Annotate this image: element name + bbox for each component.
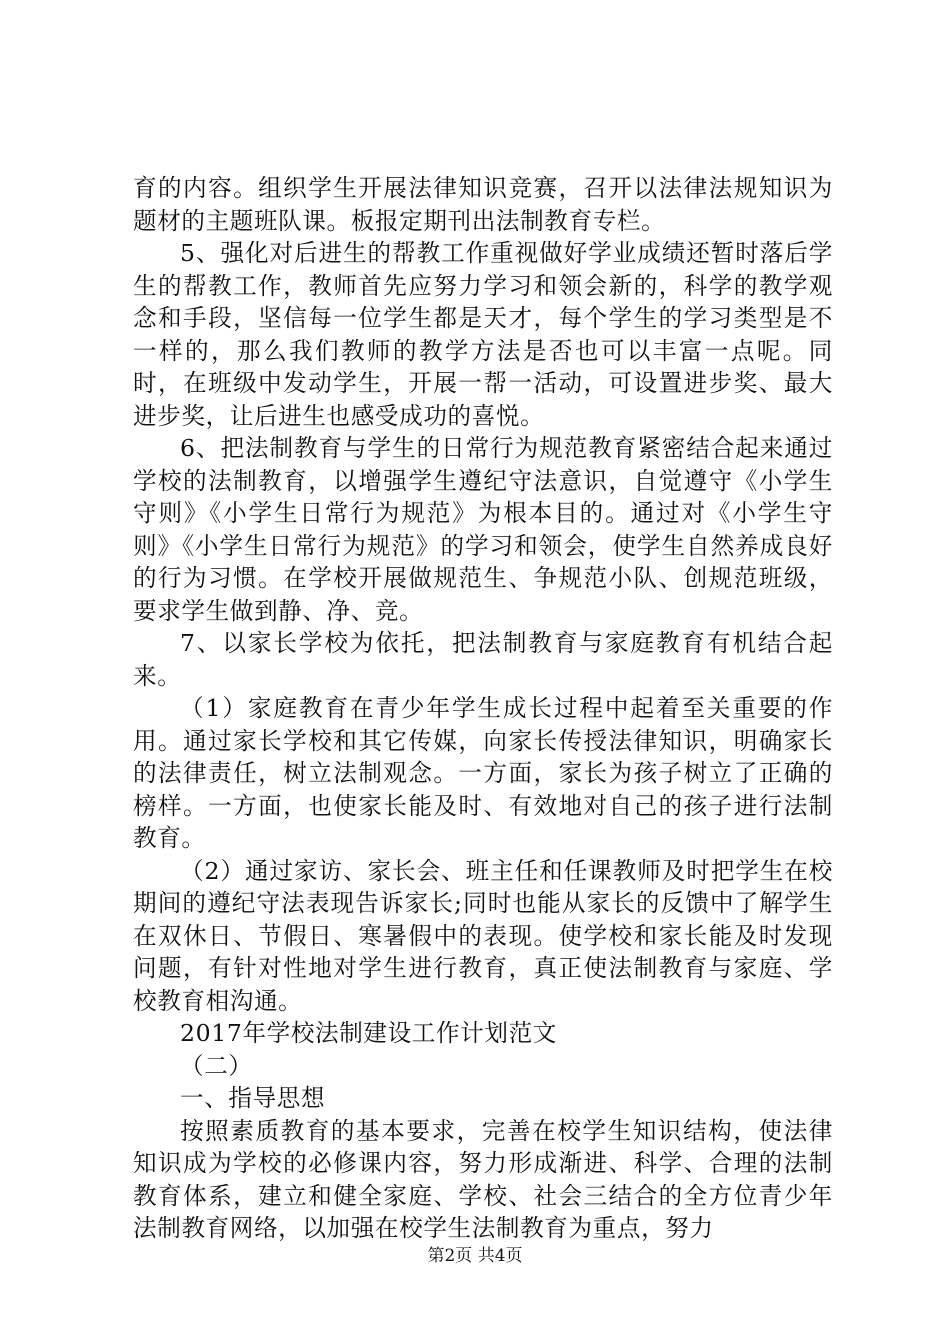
document-body (133, 172, 833, 1245)
paragraph-subitem-2: （2）通过家访、家长会、班主任和任课教师及时把学生在校期间的遵纪守法表现告诉家长;同时也能从家长的反馈中了解学生在双休日、节假日、寒暑假中的表现。使学校和家长能及时发现问题，有针对性地对学生进行教育，真正使法制教育与家庭、学校教育相沟通。 (133, 856, 833, 1015)
section-heading-guiding-ideology: 一、指导思想 (180, 1084, 326, 1112)
paragraph-guiding-ideology: 按照素质教育的基本要求，完善在校学生知识结构，使法律知识成为学校的必修课内容，努力形成渐进、科学、合理的法制教育体系，建立和健全家庭、学校、社会三结合的全方位青少年法制教育网络，以加强在校学生法制教育为重点，努力 (133, 1116, 833, 1242)
paragraph-subitem-1: （1）家庭教育在青少年学生成长过程中起着至关重要的作用。通过家长学校和其它传媒，向家长传授法律知识，明确家长的法律责任，树立法制观念。一方面，家长为孩子树立了正确的榜样。一方面，也使家长能及时、有效地对自己的孩子进行法制教育。 (133, 694, 833, 852)
paragraph-item-7: 7、以家长学校为依托，把法制教育与家庭教育有机结合起来。 (133, 629, 833, 690)
section-title: 2017年学校法制建设工作计划范文 (180, 1019, 557, 1047)
paragraph-item-5: 5、强化对后进生的帮教工作重视做好学业成绩还暂时落后学生的帮教工作，教师首先应努力学习和领会新的，科学的教学观念和手段，坚信每一位学生都是天才，每个学生的学习类型是不一样的，那么我们教师的教学方法是否也可以丰富一点呢。同时，在班级中发动学生，开展一帮一活动，可设置进步奖、最大进步奖，让后进生也感受成功的喜悦。 (133, 239, 833, 430)
section-number: （二） (180, 1051, 253, 1080)
paragraph-continuation: 育的内容。组织学生开展法律知识竞赛，召开以法律法规知识为题材的主题班队课。板报定期刊出法制教育专栏。 (133, 174, 833, 235)
paragraph-item-6: 6、把法制教育与学生的日常行为规范教育紧密结合起来通过学校的法制教育，以增强学生遵纪守法意识，自觉遵守《小学生守则》《小学生日常行为规范》为根本目的。通过对《小学生守则》《小学生日常行为规范》的学习和领会，使学生自然养成良好的行为习惯。在学校开展做规范生、争规范小队、创规范班级，要求学生做到静、净、竞。 (133, 434, 833, 625)
page-footer: 第2页 共4页 (427, 1246, 523, 1266)
